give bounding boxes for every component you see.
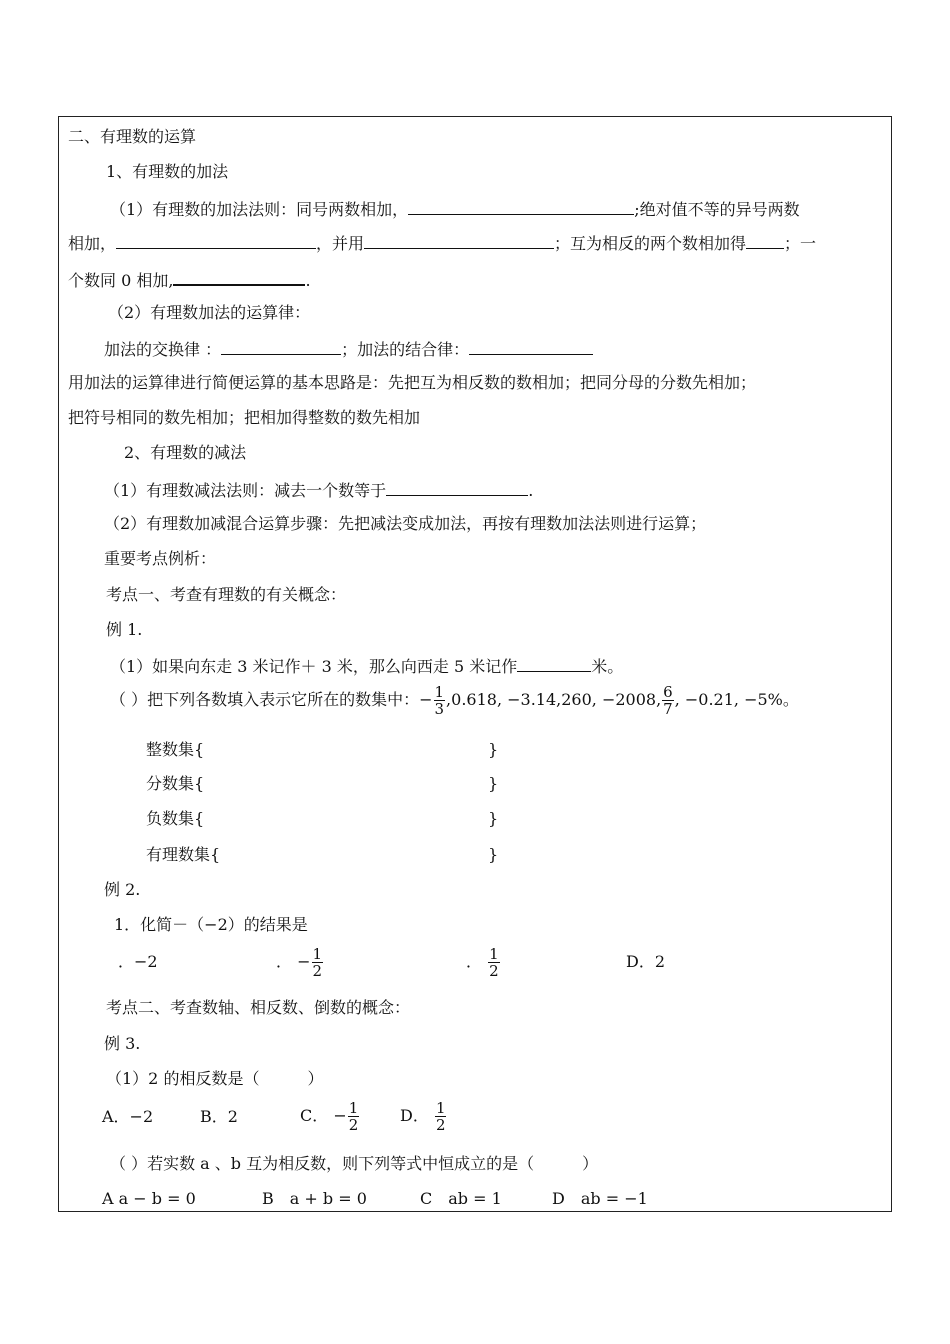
subsection-subtraction: 2、有理数的减法	[124, 443, 247, 462]
key-point-1: 考点一、考查有理数的有关概念：	[106, 585, 347, 604]
example-3-option-a: A．−2	[102, 1107, 154, 1126]
answer-blank[interactable]	[469, 338, 593, 355]
example-2-label: 例 2.	[104, 880, 141, 899]
example-2-option-b: ． − $\frac{1}{2}$	[276, 945, 323, 980]
fraction: $\frac{1}{2}$	[312, 945, 323, 980]
answer-blank[interactable]	[408, 198, 634, 215]
fraction-set-close: }	[488, 774, 499, 793]
example-3-option-b: B．2	[200, 1107, 238, 1126]
answer-blank[interactable]	[386, 479, 528, 496]
integer-set-label: 整数集{	[146, 740, 205, 759]
fraction: $\frac{1}{2}$	[489, 945, 499, 980]
example-2-option-a: ．−2	[118, 952, 158, 971]
example-2-option-c: ． $\frac{1}{2}$	[466, 945, 499, 980]
answer-blank[interactable]	[116, 232, 316, 249]
example-2-option-d: D．2	[626, 952, 666, 971]
addition-rule-line3: 个数同 0 相加, .	[68, 268, 311, 291]
answer-blank[interactable]	[173, 268, 305, 286]
example-3-label: 例 3.	[104, 1034, 141, 1053]
answer-blank[interactable]	[517, 655, 591, 672]
answer-blank[interactable]	[364, 232, 554, 249]
example-3-q2-option-d: D ab = −1	[552, 1189, 648, 1208]
example-3-q2-option-a: A a − b = 0	[102, 1189, 196, 1208]
answer-blank[interactable]	[746, 232, 784, 249]
subsection-addition: 1、有理数的加法	[106, 162, 229, 181]
example-3-question-2: （ ）若实数 a 、b 互为相反数，则下列等式中恒成立的是（ ）	[110, 1154, 599, 1173]
section-title: 二、有理数的运算	[68, 127, 197, 146]
answer-blank[interactable]	[221, 338, 341, 355]
example-1-label: 例 1.	[106, 620, 143, 639]
example-3-q2-option-b: B a + b = 0	[262, 1189, 367, 1208]
addition-rule-line2: 相加， ，并用 ；互为相反的两个数相加得 ；一	[68, 234, 817, 253]
fraction: $\frac{1}{2}$	[348, 1099, 359, 1134]
addition-rule-line1: （1）有理数的加法法则：同号两数相加， ;绝对值不等的异号两数	[110, 200, 800, 219]
strategy-line2: 把符号相同的数先相加；把相加得整数的数先相加	[68, 408, 421, 427]
negative-set-label: 负数集{	[146, 809, 205, 828]
subtraction-rule: （1）有理数减法法则：减去一个数等于 .	[104, 481, 534, 500]
rational-set-label: 有理数集{	[146, 845, 221, 864]
key-points-title: 重要考点例析：	[104, 549, 217, 568]
example-1-question-1: （1）如果向东走 3 米记作＋ 3 米，那么向西走 5 米记作 米。	[110, 657, 624, 676]
example-3-option-c: C． − $\frac{1}{2}$	[300, 1099, 359, 1134]
rational-set-close: }	[488, 845, 499, 864]
example-3-q2-option-c: C ab = 1	[420, 1189, 502, 1208]
example-1-question-2: （ ）把下列各数填入表示它所在的数集中：− $\frac{1}{3}$ ,0.618, −3.14,260, −2008, $\frac{6}{7}$ , −0.21, −5%。	[110, 683, 799, 718]
example-2-question: 1．化简－（−2）的结果是	[114, 915, 308, 934]
strategy-line1: 用加法的运算律进行简便运算的基本思路是：先把互为相反数的数相加；把同分母的分数先相加；	[68, 373, 757, 392]
addition-laws-line: 加法的交换律 ： ；加法的结合律：	[104, 338, 593, 360]
addition-laws-title: （2）有理数加法的运算律：	[108, 303, 311, 322]
key-point-2: 考点二、考查数轴、相反数、倒数的概念：	[106, 998, 411, 1017]
negative-set-close: }	[488, 809, 499, 828]
fraction: $\frac{1}{3}$	[434, 683, 445, 718]
integer-set-close: }	[488, 740, 499, 759]
fraction: $\frac{1}{2}$	[435, 1099, 446, 1134]
mixed-operation-rule: （2）有理数加减混合运算步骤：先把减法变成加法，再按有理数加法法则进行运算；	[104, 514, 707, 533]
fraction: $\frac{6}{7}$	[663, 683, 673, 718]
fraction-set-label: 分数集{	[146, 774, 205, 793]
example-3-question-1: （1）2 的相反数是（ ）	[106, 1069, 324, 1088]
example-3-option-d: D． $\frac{1}{2}$	[400, 1099, 446, 1134]
